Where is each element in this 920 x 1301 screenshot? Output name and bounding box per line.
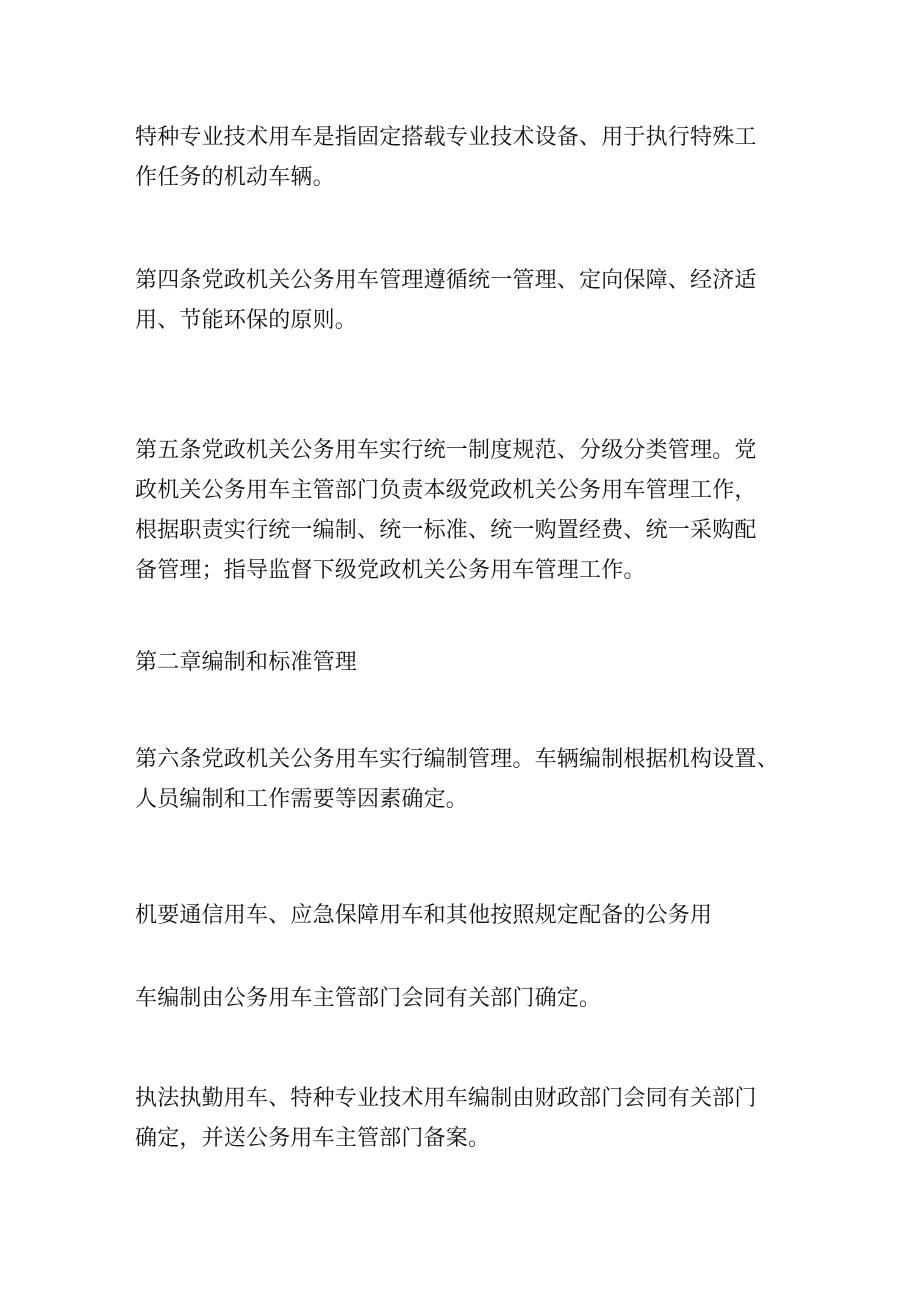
- paragraph-article-6: [135, 740, 795, 820]
- text-line: 人员编制和工作需要等因素确定。: [135, 787, 469, 812]
- text-line: 确定，并送公务用车主管部门备案。: [135, 1126, 491, 1151]
- text-line: 第五条党政机关公务用车实行统一制度规范、分级分类管理。党: [135, 438, 757, 463]
- paragraph-article-5: [135, 431, 795, 591]
- text-line: 第二章编制和标准管理: [135, 650, 358, 675]
- text-line: 特种专业技术用车是指固定搭载专业技术设备、用于执行特殊工: [135, 125, 757, 150]
- text-line: 车编制由公务用车主管部门会同有关部门确定。: [135, 986, 602, 1011]
- text-line: 执法执勤用车、特种专业技术用车编制由财政部门会同有关部门: [135, 1086, 757, 1111]
- paragraph-special-vehicle-definition: [135, 118, 795, 198]
- chapter-2-heading: [135, 643, 795, 683]
- text-line: 政机关公务用车主管部门负责本级党政机关公务用车管理工作，: [135, 478, 757, 503]
- text-line: 备管理；指导监督下级党政机关公务用车管理工作。: [135, 558, 646, 583]
- text-line: 第四条党政机关公务用车管理遵循统一管理、定向保障、经济适: [135, 268, 757, 293]
- text-line: 根据职责实行统一编制、统一标准、统一购置经费、统一采购配: [135, 518, 757, 543]
- paragraph-article-4: [135, 261, 795, 341]
- text-line: 作任务的机动车辆。: [135, 165, 335, 190]
- text-line: 第六条党政机关公务用车实行编制管理。车辆编制根据机构设置、: [135, 747, 779, 772]
- paragraph-confidential-vehicles: [135, 896, 795, 936]
- paragraph-law-enforcement-vehicles: [135, 1079, 795, 1159]
- paragraph-vehicle-quota-authority: [135, 979, 795, 1019]
- text-line: 机要通信用车、应急保障用车和其他按照规定配备的公务用: [135, 903, 713, 928]
- text-line: 用、节能环保的原则。: [135, 308, 358, 333]
